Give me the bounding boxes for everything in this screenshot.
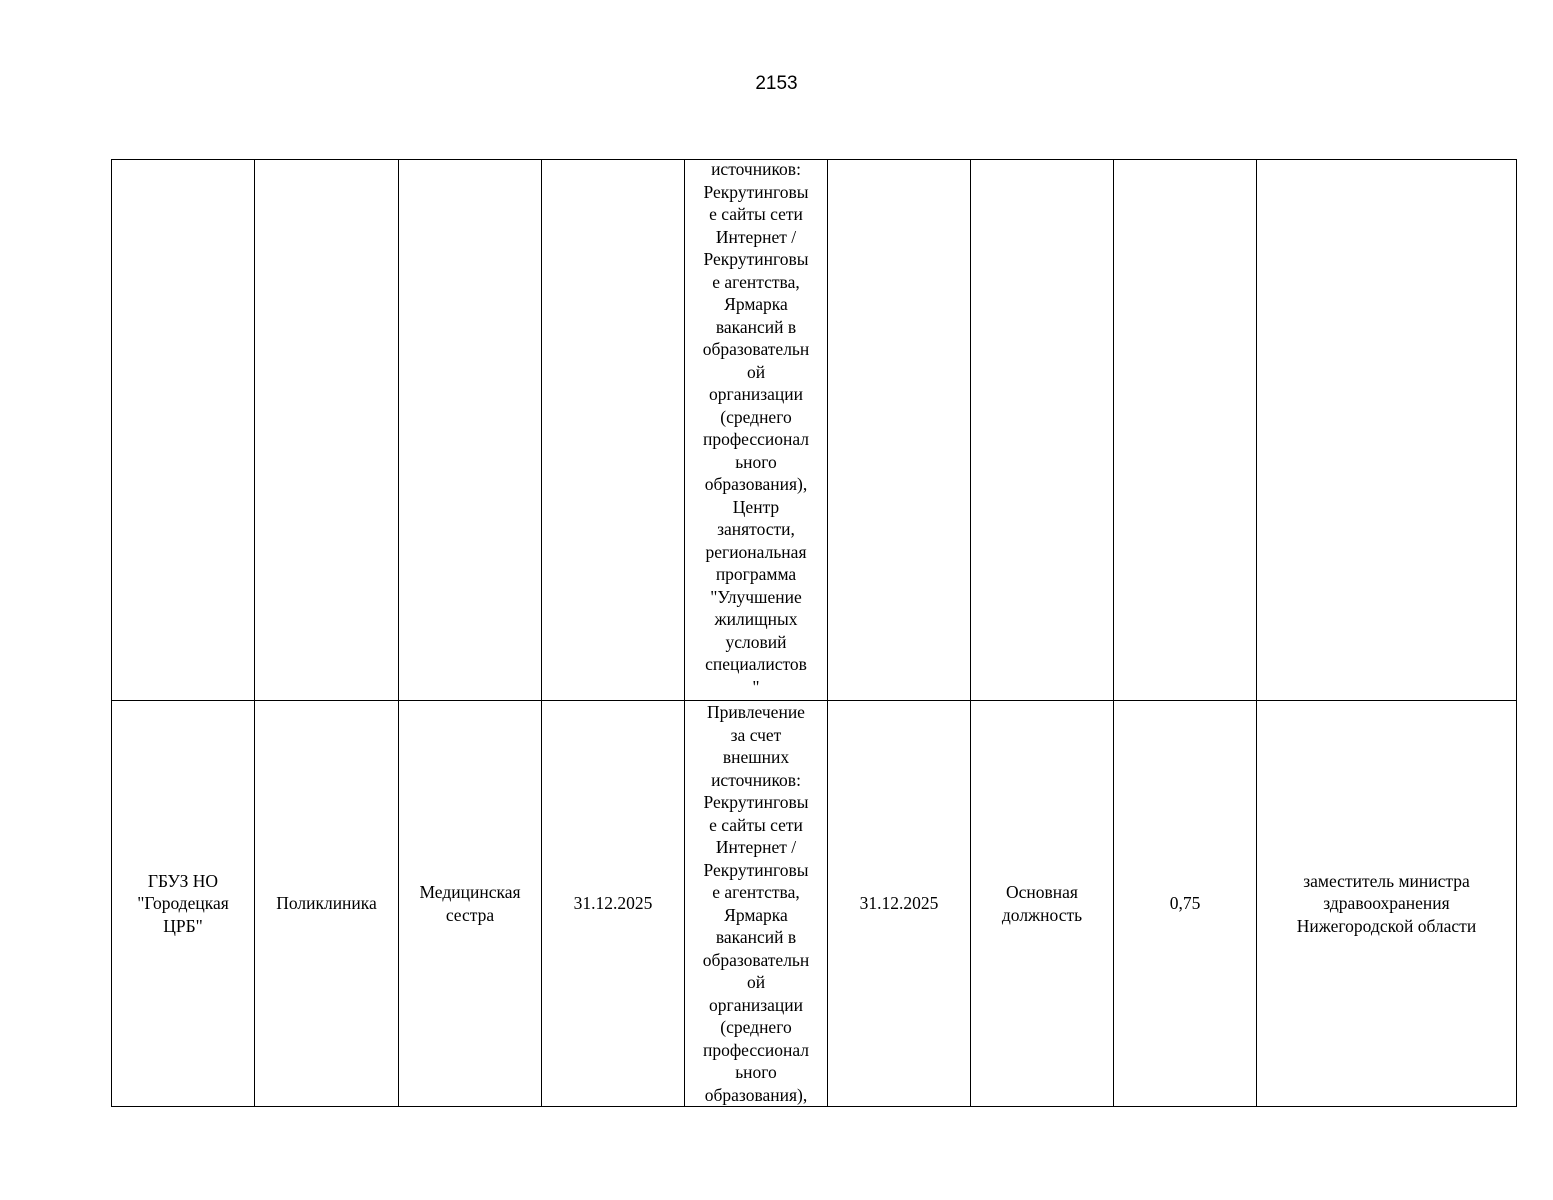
cell-text: Медицинская сестра	[419, 882, 521, 925]
table-cell	[828, 701, 971, 1107]
cell-text: 0,75	[1169, 893, 1201, 914]
table-cell	[399, 701, 542, 1107]
table-cell	[255, 160, 399, 701]
table-cell	[828, 160, 971, 701]
table-cell	[1114, 160, 1257, 701]
cell-text: 31.12.2025	[573, 893, 653, 914]
cell-text: Поликлиника	[276, 893, 377, 914]
table-cell	[399, 160, 542, 701]
cell-text: заместитель министра здравоохранения Нижегородской области	[1296, 870, 1477, 936]
table-cell	[685, 160, 828, 701]
table-cell	[542, 701, 685, 1107]
table-cell	[1257, 701, 1517, 1107]
table-cell	[1114, 701, 1257, 1107]
cell-text: ГБУЗ НО "Городецкая ЦРБ"	[137, 870, 229, 936]
table-row	[112, 160, 1517, 701]
table-cell	[112, 160, 255, 701]
table-cell	[255, 701, 399, 1107]
table-cell	[685, 701, 828, 1107]
table-row	[112, 701, 1517, 1107]
table-cell	[112, 701, 255, 1107]
data-table	[111, 159, 1517, 1107]
cell-text: Основная должность	[1001, 882, 1083, 925]
page-number: 2153	[755, 73, 798, 94]
table-cell	[971, 701, 1114, 1107]
table-cell	[971, 160, 1114, 701]
table-cell	[1257, 160, 1517, 701]
table-cell	[542, 160, 685, 701]
cell-text: источников: Рекрутинговы е сайты сети Интернет / Рекрутинговы е агентства, Ярмарка вакансий в образовательн ой организации (среднего профессионал ьного образования), Центр занятости, региональная программа "Улучшение жилищных условий специалистов "	[702, 159, 810, 697]
cell-text: Привлечение за счет внешних источников: Рекрутинговы е сайты сети Интернет / Рекрутинговы е агентства, Ярмарка вакансий в образовательн ой организации (среднего профессионал ьного образования),	[702, 702, 810, 1105]
cell-text: 31.12.2025	[859, 893, 939, 914]
